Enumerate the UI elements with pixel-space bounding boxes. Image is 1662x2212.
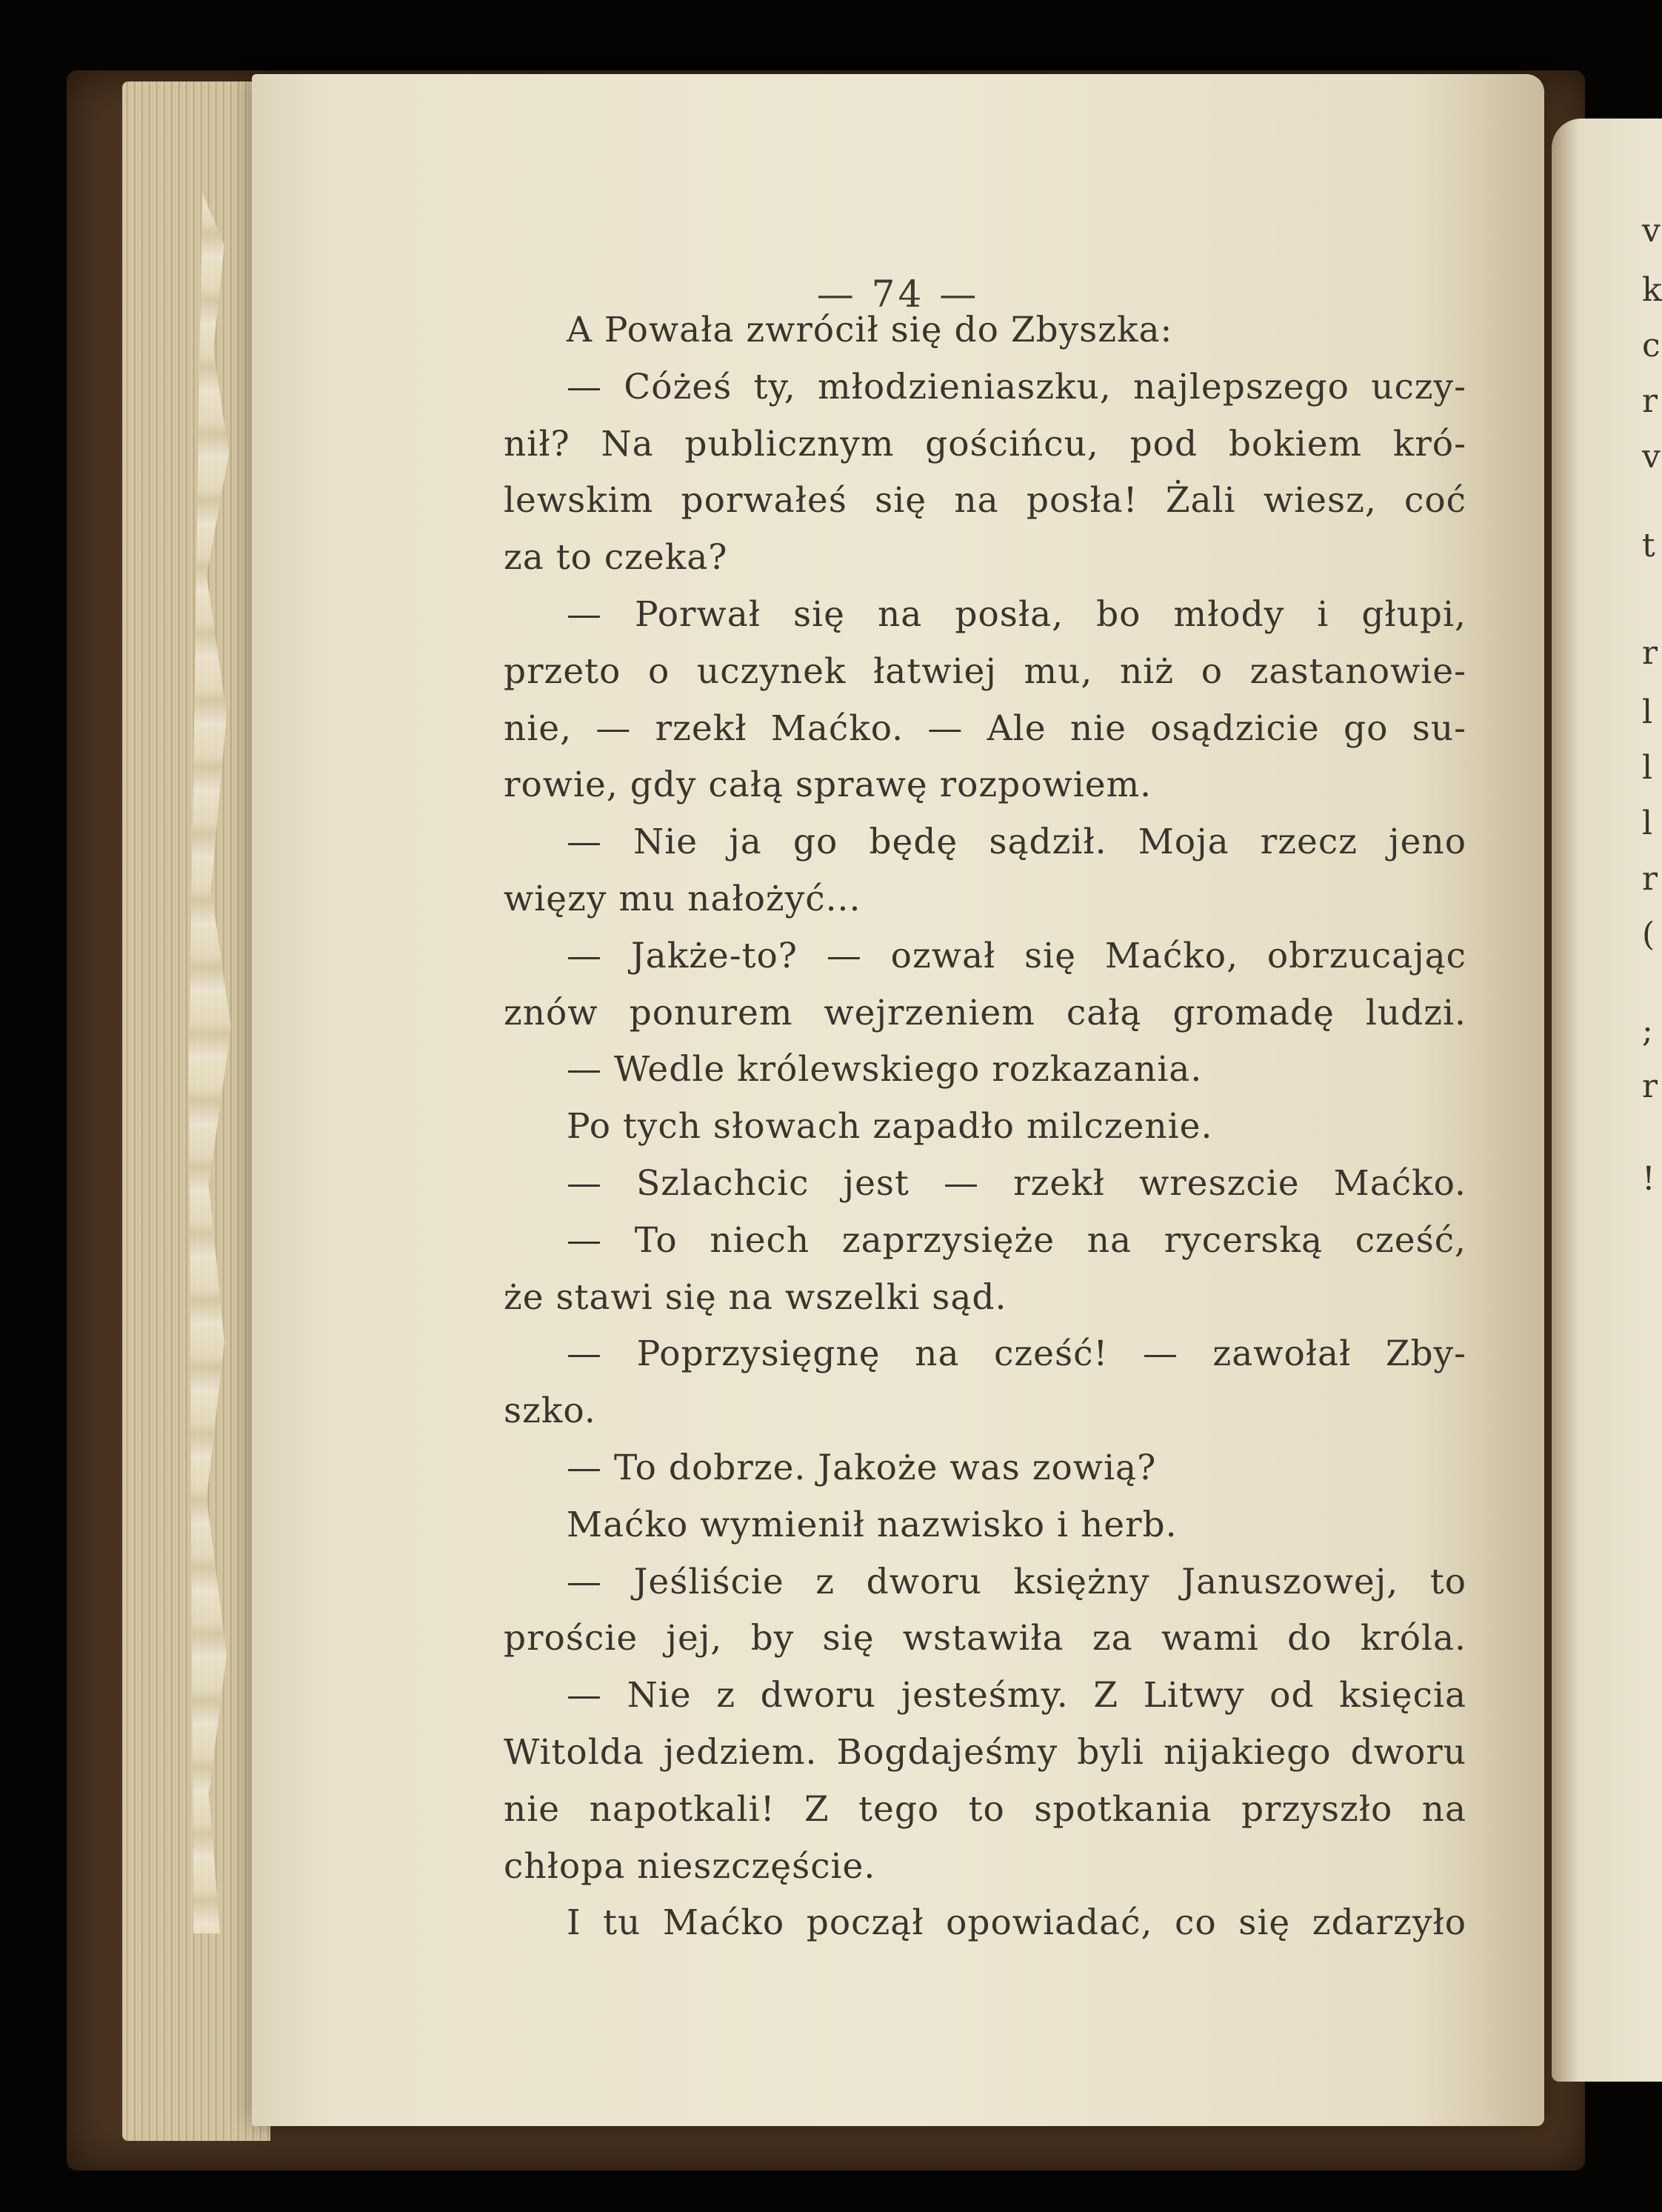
text-line: przeto o uczynek łatwiej mu, niż o zastanowie- [504, 650, 1466, 692]
text-line: za to czeka? [504, 537, 728, 579]
next-page-glyph: l [1642, 749, 1653, 787]
next-page-glyph: ( [1642, 916, 1655, 953]
text-line: A Powała zwrócił się do Zbyszka: [567, 310, 1173, 350]
next-page-glyph: ; [1642, 1012, 1653, 1050]
next-page-glyph: v [1642, 438, 1661, 476]
text-line: — Poprzysięgnę na cześć! — zawołał Zby- [567, 1333, 1466, 1375]
text-line: — Jeśliście z dworu księżny Januszowej, to [567, 1561, 1466, 1602]
text-line: nie napotkali! Z tego to spotkania przyszło na [504, 1788, 1466, 1830]
text-line: więzy mu nałożyć... [504, 879, 861, 919]
next-page-glyph: r [1642, 860, 1658, 898]
text-line: — Nie ja go będę sądził. Moja rzecz jeno [567, 822, 1466, 863]
next-page-glyph: l [1642, 693, 1653, 731]
text-line: chłopa nieszczęście. [504, 1845, 876, 1887]
text-line: lewskim porwałeś się na posła! Żali wiesz, coć [504, 480, 1466, 522]
next-page-glyph: v [1642, 212, 1661, 250]
next-page-glyph: r [1642, 1067, 1658, 1105]
text-line: — Cóżeś ty, młodzieniaszku, najlepszego uczy- [567, 366, 1466, 407]
text-line: — Szlachcic jest — rzekł wreszcie Maćko. [567, 1163, 1466, 1204]
text-line: — To dobrze. Jakoże was zowią? [567, 1448, 1157, 1488]
text-line: Po tych słowach zapadło milczenie. [567, 1106, 1213, 1147]
text-line: Witolda jedziem. Bogdajeśmy byli nijakiego dworu [504, 1732, 1466, 1773]
next-page-glyph: k [1642, 271, 1662, 309]
text-line: że stawi się na wszelki sąd. [504, 1276, 1007, 1318]
next-page-glyph: r [1642, 382, 1658, 420]
next-page-sliver [1552, 119, 1662, 2082]
next-page-glyph: t [1642, 527, 1655, 564]
text-line: znów ponurem wejrzeniem całą gromadę ludzi. [504, 992, 1466, 1033]
text-line: proście jej, by się wstawiła za wami do króla. [504, 1618, 1466, 1659]
next-page-glyph: r [1642, 634, 1658, 672]
text-line: I tu Maćko począł opowiadać, co się zdarzyło [567, 1902, 1466, 1944]
text-line: nie, — rzekł Maćko. — Ale nie osądzicie go su- [504, 707, 1466, 749]
text-line: — To niech zaprzysięże na rycerską cześć, [567, 1219, 1466, 1261]
text-line: — Nie z dworu jesteśmy. Z Litwy od księcia [567, 1675, 1466, 1716]
next-page-glyph: c [1642, 327, 1661, 364]
text-line: — Jakże-to? — ozwał się Maćko, obrzucając [567, 935, 1466, 976]
text-line: — Wedle królewskiego rozkazania. [567, 1049, 1203, 1090]
text-line: — Porwał się na posła, bo młody i głupi, [567, 594, 1466, 635]
text-line: nił? Na publicznym gościńcu, pod bokiem kró- [504, 423, 1466, 464]
text-line: Maćko wymienił nazwisko i herb. [567, 1504, 1178, 1545]
text-line: szko. [504, 1390, 596, 1432]
next-page-glyph: l [1642, 804, 1653, 842]
next-page-glyph: ! [1642, 1160, 1655, 1198]
page-number: — 74 — [816, 273, 980, 316]
text-line: rowie, gdy całą sprawę rozpowiem. [504, 764, 1152, 806]
